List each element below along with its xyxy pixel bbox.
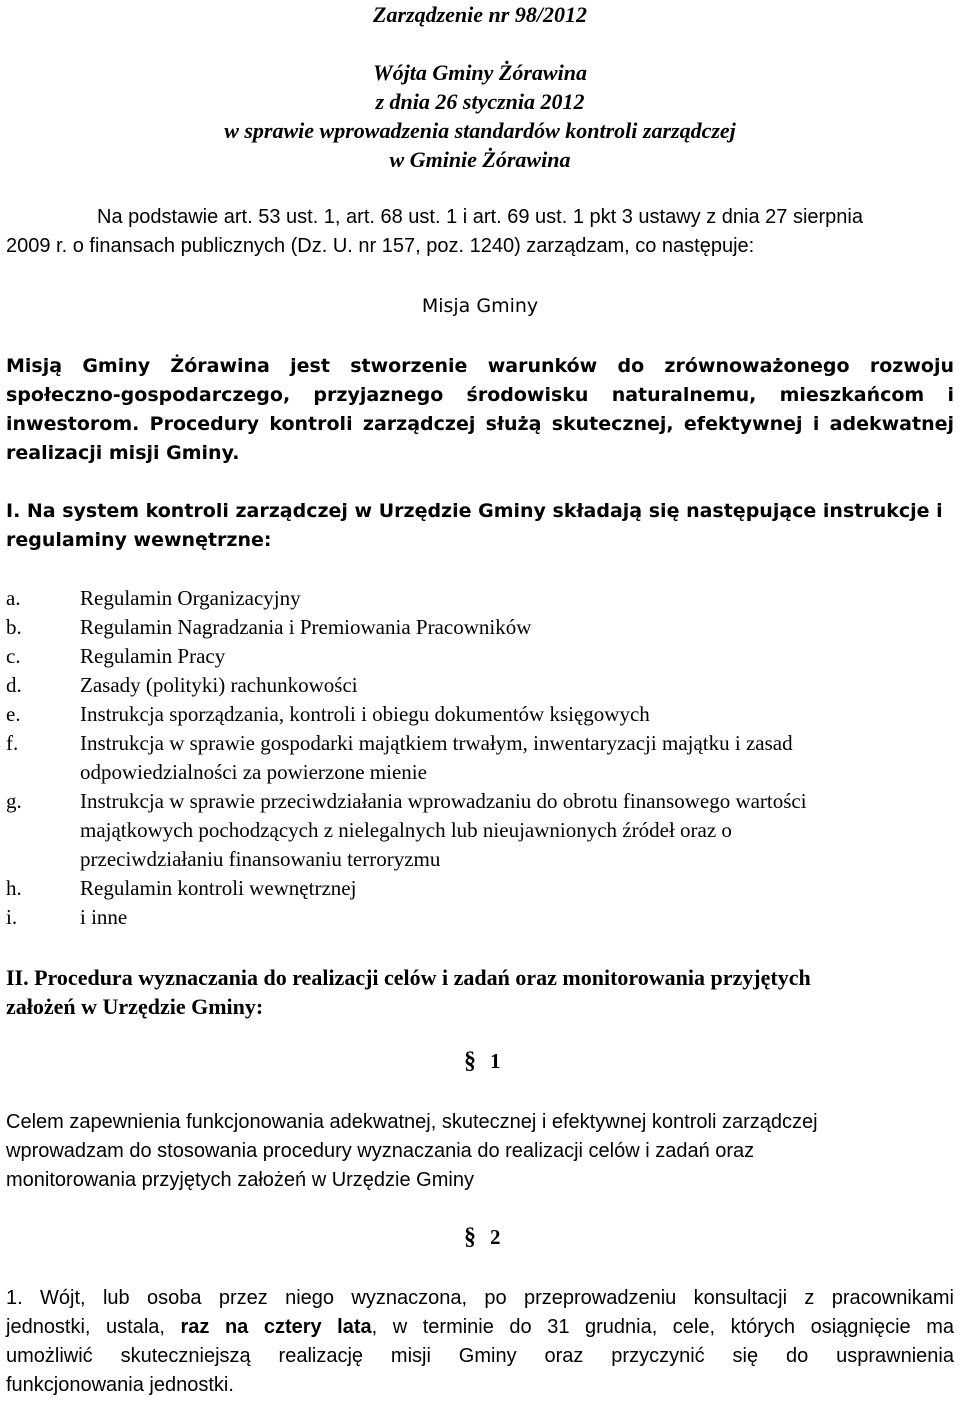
list-item [6, 700, 650, 729]
preamble-line-2: 2009 r. o finansach publicznych (Dz. U. nr 157, poz. 1240) zarządzam, co następuje: [6, 235, 755, 257]
list-item [6, 584, 301, 613]
list-item [6, 613, 531, 642]
mission-line-2: społeczno-gospodarczego, przyjaznego środowisku naturalnemu, mieszkańcom i [6, 384, 954, 406]
list-item-continuation: majątkowych pochodzących z nielegalnych lub nieujawnionych źródeł oraz o [80, 818, 732, 842]
mission-heading: Misja Gminy [421, 295, 539, 317]
list-item-text: Regulamin kontroli wewnętrznej [80, 876, 357, 900]
list-marker: e. [6, 702, 21, 726]
list-item-text: Regulamin Nagradzania i Premiowania Pracowników [80, 615, 532, 639]
paragraph-number: 1 [490, 1049, 501, 1073]
bold-phrase: raz na cztery lata [180, 1316, 372, 1338]
mission-line-3: inwestorom. Procedury kontroli zarządczej służą skutecznej, efektywnej i adekwatnej [6, 413, 954, 435]
paragraph-2-line-1: 1. Wójt, lub osoba przez niego wyznaczona, po przeprowadzeniu konsultacji z pracownikami [6, 1287, 954, 1309]
list-item-text: i inne [80, 905, 128, 929]
document-title: Zarządzenie nr 98/2012 [373, 2, 587, 27]
list-item [6, 903, 127, 932]
list-item-text: Regulamin Pracy [80, 644, 226, 668]
text-segment: , w terminie do 31 grudnia, cele, których osiągnięcie ma [371, 1316, 954, 1338]
list-item-continuation: odpowiedzialności za powierzone mienie [80, 760, 427, 784]
list-marker: h. [6, 876, 22, 900]
list-item-text: Regulamin Organizacyjny [80, 586, 301, 610]
list-marker: d. [6, 673, 22, 697]
section-1-heading: I. Na system kontroli zarządczej w Urzędzie Gminy składają się następujące instrukcje i [6, 500, 943, 522]
paragraph-2-line-2 [6, 1313, 954, 1342]
issuer-line: Wójta Gminy Żórawina [373, 60, 587, 85]
list-item-text: Zasady (polityki) rachunkowości [80, 673, 358, 697]
paragraph-1-line-2: wprowadzam do stosowania procedury wyznaczania do realizacji celów i zadań oraz [6, 1140, 755, 1162]
list-item-text: Instrukcja w sprawie gospodarki majątkiem trwałym, inwentaryzacji majątku i zasad [80, 731, 793, 755]
paragraph-1-mark [464, 1048, 501, 1075]
list-marker: b. [6, 615, 22, 639]
paragraph-number: 2 [490, 1225, 501, 1249]
list-item [6, 642, 225, 671]
mission-line-4: realizacji misji Gminy. [6, 442, 240, 464]
paragraph-2-line-3: umożliwić skuteczniejszą realizację misji Gminy oraz przyczynić się do usprawnienia [6, 1345, 954, 1367]
list-marker: g. [6, 789, 22, 813]
mission-line-1: Misją Gminy Żórawina jest stworzenie warunków do zrównoważonego rozwoju [6, 355, 954, 377]
list-marker: i. [6, 905, 18, 929]
list-item-text: Instrukcja sporządzania, kontroli i obiegu dokumentów księgowych [80, 702, 650, 726]
paragraph-2-line-4: funkcjonowania jednostki. [6, 1374, 234, 1396]
list-item [6, 671, 358, 700]
section-2-heading-2: założeń w Urzędzie Gminy: [6, 994, 264, 1019]
subject-line-2: w Gminie Żórawina [389, 147, 571, 172]
section-symbol: § [464, 1048, 476, 1074]
list-marker: c. [6, 644, 21, 668]
preamble-line-1: Na podstawie art. 53 ust. 1, art. 68 ust. 1 i art. 69 ust. 1 pkt 3 ustawy z dnia 27 sierpnia [97, 206, 863, 228]
list-item-continuation: przeciwdziałaniu finansowaniu terroryzmu [80, 847, 441, 871]
list-item [6, 874, 356, 903]
paragraph-1-line-3: monitorowania przyjętych założeń w Urzędzie Gminy [6, 1169, 474, 1191]
list-item [6, 729, 793, 758]
section-symbol: § [464, 1224, 476, 1250]
text-segment: jednostki, ustala, [6, 1316, 181, 1338]
section-1-heading-2: regulaminy wewnętrzne: [6, 529, 272, 551]
paragraph-1-line-1: Celem zapewnienia funkcjonowania adekwatnej, skutecznej i efektywnej kontroli zarządczej [6, 1111, 818, 1133]
date-line: z dnia 26 stycznia 2012 [375, 89, 585, 114]
list-marker: f. [6, 731, 19, 755]
paragraph-2-mark [464, 1224, 501, 1251]
list-marker: a. [6, 586, 21, 610]
list-item-text: Instrukcja w sprawie przeciwdziałania wprowadzaniu do obrotu finansowego wartości [80, 789, 807, 813]
list-item [6, 787, 807, 816]
subject-line: w sprawie wprowadzenia standardów kontroli zarządczej [224, 118, 736, 143]
section-2-heading: II. Procedura wyznaczania do realizacji celów i zadań oraz monitorowania przyjętych [6, 965, 811, 990]
